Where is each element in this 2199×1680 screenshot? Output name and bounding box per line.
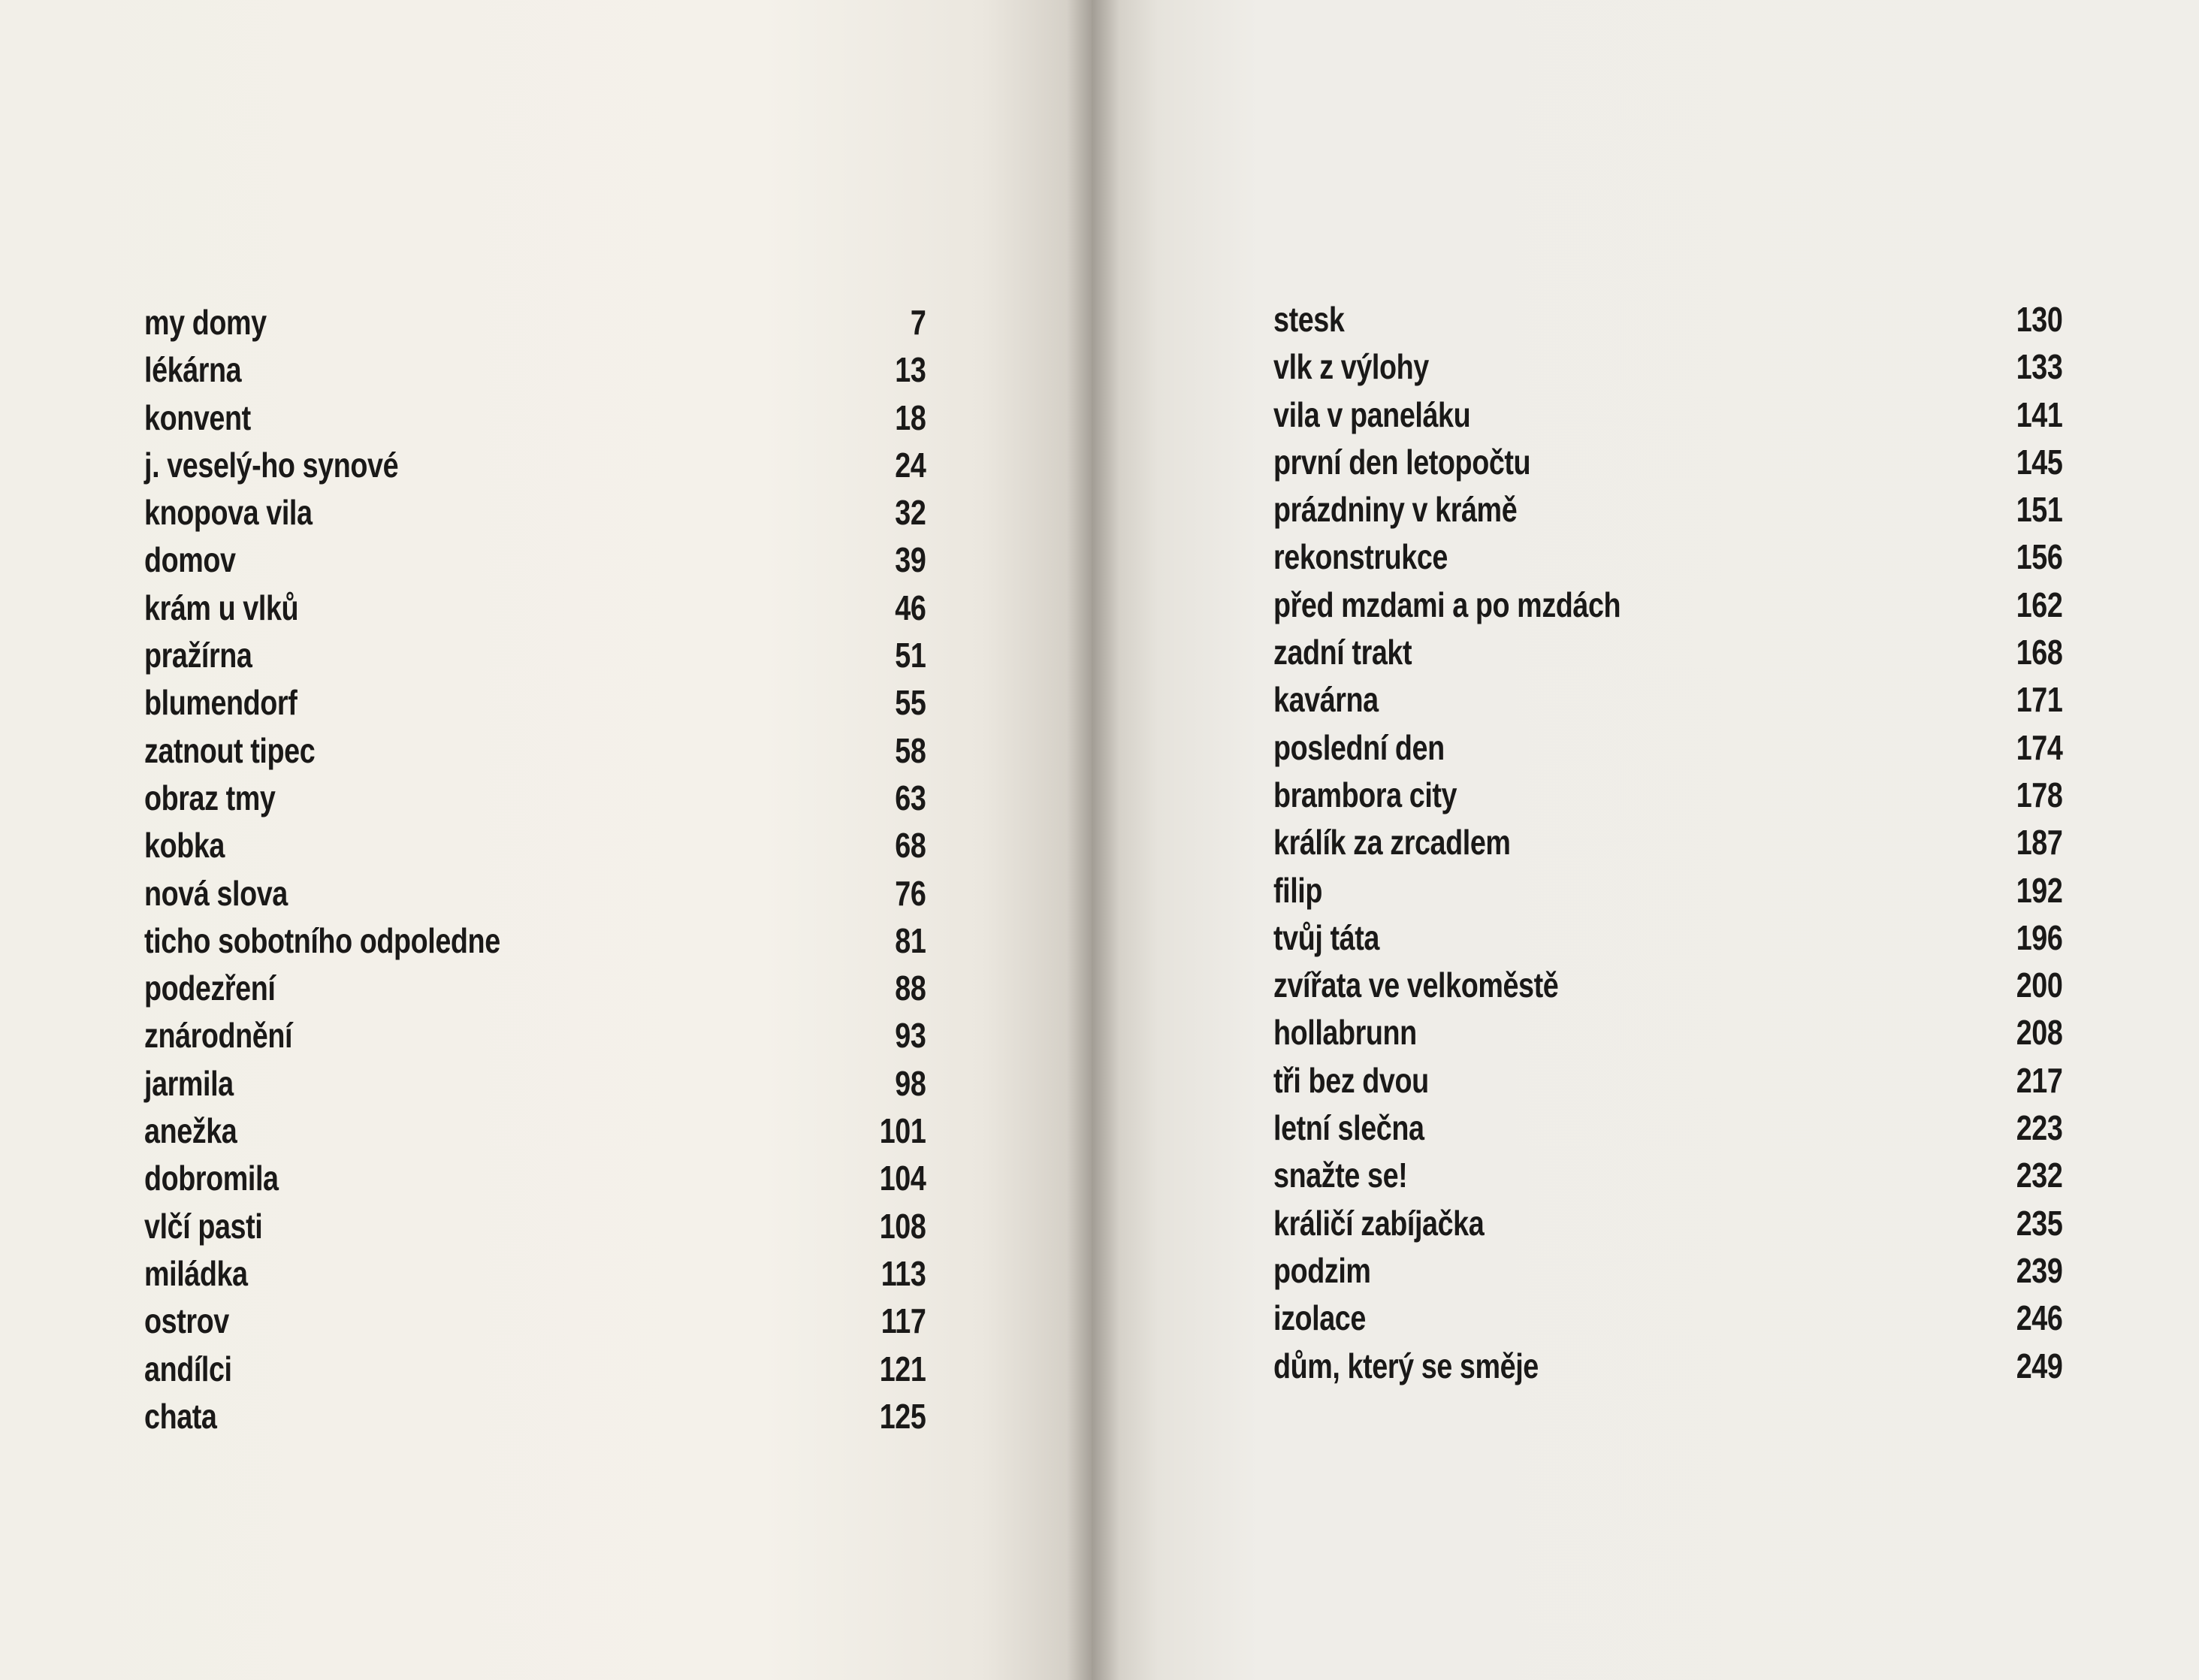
toc-entry (1273, 632, 2062, 679)
chapter-title: první den letopočtu (1273, 442, 1531, 482)
chapter-title: my domy (144, 303, 267, 342)
page-number: 58 (895, 730, 926, 770)
toc-entry (1273, 1203, 2062, 1250)
chapter-title: blumendorf (144, 683, 298, 723)
page-number: 88 (895, 968, 926, 1008)
page-number: 200 (2016, 965, 2063, 1005)
page-number: 101 (879, 1111, 926, 1151)
chapter-title: konvent (144, 397, 251, 437)
toc-entry (144, 1015, 926, 1062)
page-number: 196 (2016, 917, 2063, 957)
toc-entry (1273, 822, 2062, 869)
chapter-title: andílci (144, 1349, 232, 1388)
page-number: 171 (2016, 680, 2063, 720)
toc-entry (144, 873, 926, 920)
chapter-title: lékárna (144, 350, 242, 390)
page-number: 249 (2016, 1346, 2063, 1385)
table-of-contents-right (1273, 299, 2062, 1393)
toc-entry (1273, 1250, 2062, 1298)
page-number: 51 (895, 636, 926, 675)
table-of-contents-left (144, 302, 926, 1443)
toc-entry (144, 1206, 926, 1253)
page-number: 232 (2016, 1156, 2063, 1195)
toc-entry (1273, 870, 2062, 917)
toc-entry (144, 1158, 926, 1205)
chapter-title: anežka (144, 1111, 237, 1151)
chapter-title: brambora city (1273, 775, 1457, 814)
chapter-title: vlk z výlohy (1273, 347, 1429, 387)
chapter-title: rekonstrukce (1273, 537, 1448, 577)
chapter-title: nová slova (144, 873, 288, 913)
toc-entry (1273, 394, 2062, 442)
toc-entry (144, 682, 926, 730)
chapter-title: hollabrunn (1273, 1013, 1417, 1053)
page-number: 13 (895, 350, 926, 390)
chapter-title: podzim (1273, 1250, 1371, 1290)
page-number: 18 (895, 397, 926, 437)
chapter-title: podezření (144, 968, 276, 1008)
toc-entry (144, 1253, 926, 1301)
toc-entry (1273, 1155, 2062, 1202)
chapter-title: králičí zabíjačka (1273, 1203, 1485, 1243)
chapter-title: ticho sobotního odpoledne (144, 920, 500, 960)
page-number: 235 (2016, 1203, 2063, 1243)
toc-entry (144, 302, 926, 349)
page-number: 174 (2016, 727, 2063, 767)
chapter-title: zvířata ve velkoměstě (1273, 965, 1559, 1005)
chapter-title: stesk (1273, 300, 1345, 339)
book-gutter-shadow (1067, 0, 1119, 1680)
chapter-title: králík za zrcadlem (1273, 823, 1511, 863)
page-number: 239 (2016, 1250, 2063, 1290)
page-number: 162 (2016, 585, 2063, 624)
chapter-title: domov (144, 540, 236, 580)
chapter-title: krám u vlků (144, 588, 299, 627)
chapter-title: kobka (144, 826, 225, 866)
chapter-title: chata (144, 1396, 217, 1436)
toc-entry (144, 1396, 926, 1443)
chapter-title: pražírna (144, 636, 252, 675)
toc-entry (1273, 1012, 2062, 1059)
page-number: 151 (2016, 490, 2063, 530)
page-number: 7 (910, 303, 926, 342)
page-number: 93 (895, 1016, 926, 1056)
page-number: 39 (895, 540, 926, 580)
toc-entry (1273, 299, 2062, 346)
toc-entry (144, 397, 926, 445)
chapter-title: ostrov (144, 1301, 229, 1341)
page-number: 46 (895, 588, 926, 627)
toc-entry (1273, 1107, 2062, 1155)
toc-entry (1273, 585, 2062, 632)
chapter-title: před mzdami a po mzdách (1273, 585, 1621, 624)
toc-entry (1273, 442, 2062, 489)
page-number: 130 (2016, 300, 2063, 339)
chapter-title: vlčí pasti (144, 1206, 263, 1246)
page-number: 81 (895, 920, 926, 960)
chapter-title: dobromila (144, 1159, 279, 1198)
toc-entry (1273, 679, 2062, 727)
toc-entry (1273, 1346, 2062, 1393)
toc-entry (1273, 489, 2062, 536)
toc-entry (1273, 965, 2062, 1012)
toc-entry (144, 730, 926, 778)
page-number: 145 (2016, 442, 2063, 482)
page-number: 117 (881, 1301, 926, 1341)
toc-entry (1273, 727, 2062, 775)
toc-entry (144, 635, 926, 682)
chapter-title: j. veselý-ho synové (144, 445, 399, 485)
toc-entry (144, 349, 926, 397)
page-number: 108 (879, 1206, 926, 1246)
page-number: 55 (895, 683, 926, 723)
toc-entry (144, 1301, 926, 1348)
toc-entry (144, 920, 926, 968)
chapter-title: filip (1273, 870, 1322, 910)
page-number: 32 (895, 493, 926, 533)
page-number: 121 (879, 1349, 926, 1388)
toc-entry (1273, 775, 2062, 822)
page-number: 178 (2016, 775, 2063, 814)
toc-entry (1273, 1060, 2062, 1107)
page-number: 223 (2016, 1108, 2063, 1148)
toc-entry (144, 1063, 926, 1110)
chapter-title: kavárna (1273, 680, 1379, 720)
page-number: 104 (879, 1159, 926, 1198)
chapter-title: tři bez dvou (1273, 1060, 1429, 1100)
chapter-title: knopova vila (144, 493, 313, 533)
toc-entry (144, 1110, 926, 1158)
page-number: 156 (2016, 537, 2063, 577)
chapter-title: snažte se! (1273, 1156, 1408, 1195)
page-number: 133 (2016, 347, 2063, 387)
chapter-title: letní slečna (1273, 1108, 1424, 1148)
page-number: 68 (895, 826, 926, 866)
chapter-title: vila v paneláku (1273, 394, 1471, 434)
toc-entry (1273, 1298, 2062, 1345)
page-number: 168 (2016, 633, 2063, 672)
chapter-title: znárodnění (144, 1016, 293, 1056)
toc-entry (144, 1349, 926, 1396)
page-number: 208 (2016, 1013, 2063, 1053)
page-number: 63 (895, 778, 926, 817)
page-number: 187 (2016, 823, 2063, 863)
page-number: 246 (2016, 1298, 2063, 1338)
left-page (0, 0, 1092, 1680)
chapter-title: obraz tmy (144, 778, 276, 817)
page-number: 24 (895, 445, 926, 485)
chapter-title: poslední den (1273, 727, 1445, 767)
toc-entry (144, 445, 926, 492)
chapter-title: dům, který se směje (1273, 1346, 1539, 1385)
toc-entry (1273, 536, 2062, 584)
page-number: 217 (2016, 1060, 2063, 1100)
chapter-title: miládka (144, 1253, 248, 1293)
page-number: 125 (879, 1396, 926, 1436)
chapter-title: prázdniny v krámě (1273, 490, 1518, 530)
chapter-title: jarmila (144, 1063, 234, 1103)
page-number: 76 (895, 873, 926, 913)
toc-entry (144, 778, 926, 825)
toc-entry (1273, 917, 2062, 965)
page-number: 192 (2016, 870, 2063, 910)
chapter-title: izolace (1273, 1298, 1366, 1338)
chapter-title: tvůj táta (1273, 917, 1379, 957)
chapter-title: zatnout tipec (144, 730, 316, 770)
toc-entry (144, 539, 926, 587)
toc-entry (1273, 346, 2062, 394)
toc-entry (144, 588, 926, 635)
page-number: 141 (2016, 394, 2063, 434)
page-number: 98 (895, 1063, 926, 1103)
page-number: 113 (881, 1253, 926, 1293)
toc-entry (144, 825, 926, 872)
toc-entry (144, 968, 926, 1015)
toc-entry (144, 492, 926, 539)
chapter-title: zadní trakt (1273, 633, 1412, 672)
